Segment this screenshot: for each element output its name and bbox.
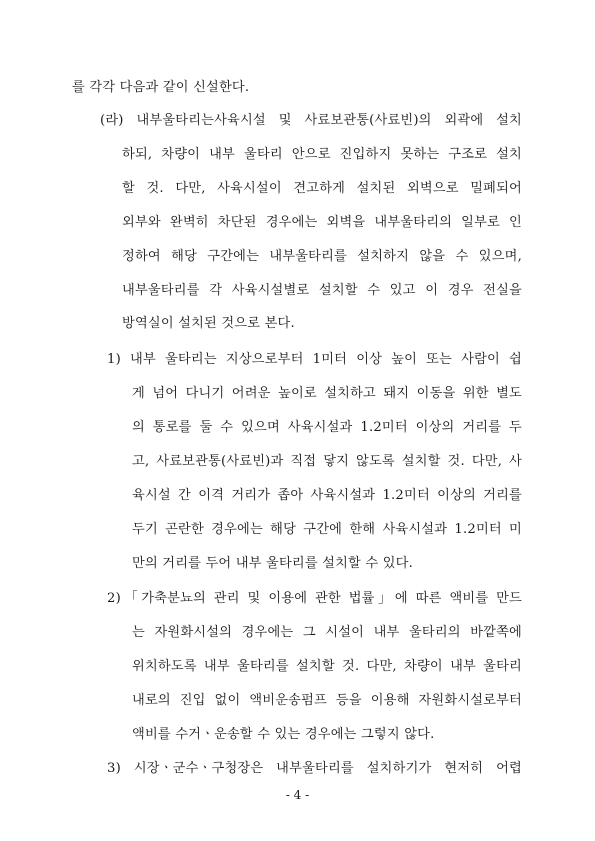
clause-ra-line: 외부와 완벽히 차단된 경우에는 외벽을 내부울타리의 일부로 인 [122, 215, 522, 230]
item-1-line: 게 넘어 다니기 어려운 높이로 설치하고 돼지 이동을 위한 별도 [132, 386, 522, 401]
item-2-line: 위치하도록 내부 울타리를 설치할 것. 다만, 차량이 내부 울타리 [132, 659, 522, 674]
item-2-line: 는 자원화시설의 경우에는 그 시설이 내부 울타리의 바깥쪽에 [132, 625, 522, 640]
clause-ra-line: 내부울타리를 각 사육시설별로 설치할 수 있고 이 경우 전실을 [122, 283, 522, 298]
item-2-line: 액비를 수거ㆍ운송할 수 있는 경우에는 그렇지 않다. [132, 727, 435, 742]
page-number: - 4 - [285, 788, 310, 802]
item-2-line: 내로의 진입 없이 액비운송펌프 등을 이용해 자원화시설로부터 [132, 693, 522, 708]
item-1-line: 두기 곤란한 경우에는 해당 구간에 한해 사육시설과 1.2미터 미 [132, 522, 522, 537]
item-1-line: 의 통로를 둘 수 있으며 사육시설과 1.2미터 이상의 거리를 두 [132, 420, 522, 435]
clause-ra-line: 방역실이 설치된 것으로 본다. [122, 316, 295, 331]
item-1-line: 고, 사료보관통(사료빈)과 직접 닿지 않도록 설치할 것. 다만, 사 [132, 454, 522, 469]
item-1-line: 육시설 간 이격 거리가 좁아 사육시설과 1.2미터 이상의 거리를 [132, 488, 522, 503]
item-3-line: 3) 시장ㆍ군수ㆍ구청장은 내부울타리를 설치하기가 현저히 어렵 [107, 761, 522, 776]
clause-ra-line: (라) 내부울타리는사육시설 및 사료보관통(사료빈)의 외곽에 설치 [100, 113, 522, 128]
clause-ra-line: 하되, 차량이 내부 울타리 안으로 진입하지 못하는 구조로 설치 [122, 147, 522, 162]
body-text-line: 를 각각 다음과 같이 신설한다. [72, 80, 250, 95]
item-1-line: 만의 거리를 두어 내부 울타리를 설치할 수 있다. [132, 556, 413, 571]
item-1-line: 1) 내부 울타리는 지상으로부터 1미터 이상 높이 또는 사람이 쉽 [107, 352, 522, 367]
item-2-line: 2)「가축분뇨의 관리 및 이용에 관한 법률」에 따른 액비를 만드 [107, 591, 522, 606]
clause-ra-line: 할 것. 다만, 사육시설이 견고하게 설치된 외벽으로 밀폐되어 [122, 181, 522, 196]
clause-ra-line: 정하여 해당 구간에는 내부울타리를 설치하지 않을 수 있으며, [122, 249, 522, 264]
